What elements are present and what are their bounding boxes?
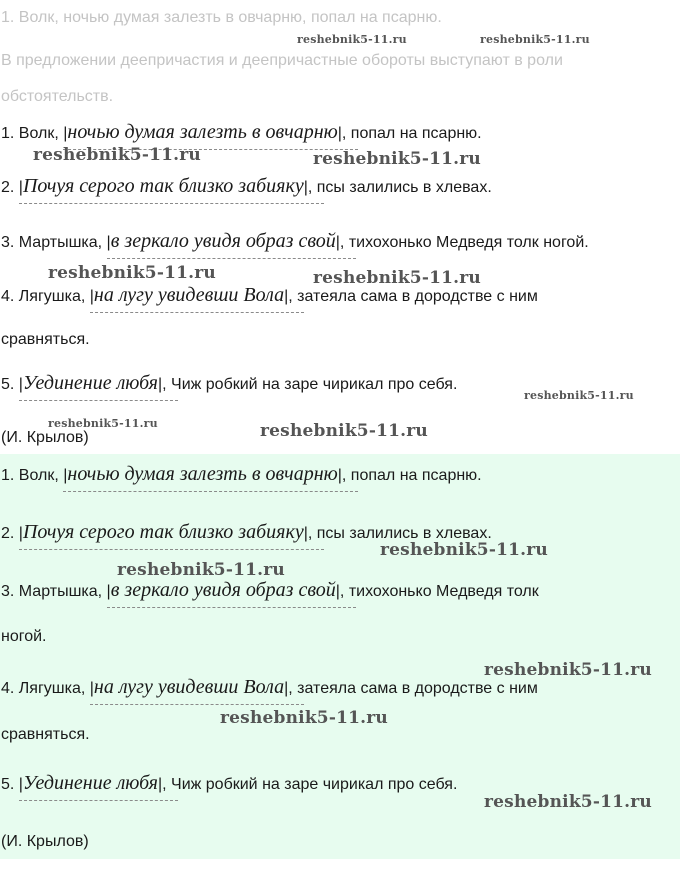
sentence-4-wrap: сравняться.	[1, 331, 90, 348]
sentence-2: 2. |Почуя серого так близко забияку|, псы залились в хлевах.	[1, 175, 492, 197]
sentence-3: 3. Мартышка, |в зеркало увидя образ свой|, тихохонько Медведя толк ногой.	[1, 230, 589, 252]
participle-phrase: ночью думая залезть в овчарню	[67, 463, 338, 485]
watermark: reshebnik5-11.ru	[48, 417, 158, 430]
answer-sentence-3-wrap: ногой.	[1, 628, 47, 645]
participle-phrase: Почуя серого так близко забияку	[22, 175, 304, 197]
participle-phrase: Уединение любя	[22, 772, 158, 794]
participle-phrase: ночью думая залезть в овчарню	[67, 121, 338, 143]
watermark: reshebnik5-11.ru	[117, 560, 285, 580]
watermark: reshebnik5-11.ru	[524, 389, 634, 402]
author: (И. Крылов)	[1, 429, 89, 446]
watermark: reshebnik5-11.ru	[260, 421, 428, 441]
answer-sentence-5: 5. |Уединение любя|, Чиж робкий на заре чирикал про себя.	[1, 772, 458, 794]
task-note-line-2: обстоятельств.	[1, 88, 114, 105]
task-sentence: 1. Волк, ночью думая залезть в овчарню, попал на псарню.	[1, 9, 442, 26]
watermark: reshebnik5-11.ru	[33, 145, 201, 165]
answer-author: (И. Крылов)	[1, 833, 89, 850]
participle-phrase: в зеркало увидя образ свой	[110, 230, 336, 252]
answer-sentence-1: 1. Волк, |ночью думая залезть в овчарню|, попал на псарню.	[1, 463, 482, 485]
watermark: reshebnik5-11.ru	[380, 540, 548, 560]
participle-phrase: Почуя серого так близко забияку	[22, 521, 304, 543]
sentence-5: 5. |Уединение любя|, Чиж робкий на заре чирикал про себя.	[1, 372, 458, 394]
watermark: reshebnik5-11.ru	[48, 263, 216, 283]
answer-sentence-4: 4. Лягушка, |на лугу увидевши Вола|, затеяла сама в дородстве с ним	[1, 676, 538, 698]
answer-sentence-4-wrap: сравняться.	[1, 726, 90, 743]
sentence-1: 1. Волк, |ночью думая залезть в овчарню|, попал на псарню.	[1, 121, 482, 143]
sentence-4: 4. Лягушка, |на лугу увидевши Вола|, затеяла сама в дородстве с ним	[1, 284, 538, 306]
watermark: reshebnik5-11.ru	[220, 708, 388, 728]
answer-sentence-3: 3. Мартышка, |в зеркало увидя образ свой|, тихохонько Медведя толк	[1, 579, 539, 601]
watermark: reshebnik5-11.ru	[480, 33, 590, 46]
watermark: reshebnik5-11.ru	[484, 792, 652, 812]
answer-sentence-2: 2. |Почуя серого так близко забияку|, псы залились в хлевах.	[1, 521, 492, 543]
watermark: reshebnik5-11.ru	[313, 268, 481, 288]
participle-phrase: Уединение любя	[22, 372, 158, 394]
watermark: reshebnik5-11.ru	[484, 660, 652, 680]
watermark: reshebnik5-11.ru	[297, 33, 407, 46]
watermark: reshebnik5-11.ru	[313, 149, 481, 169]
participle-phrase: на лугу увидевши Вола	[93, 284, 285, 306]
participle-phrase: на лугу увидевши Вола	[93, 676, 285, 698]
task-note-line-1: В предложении деепричастия и деепричастные обороты выступают в роли	[1, 52, 563, 69]
participle-phrase: в зеркало увидя образ свой	[110, 579, 336, 601]
